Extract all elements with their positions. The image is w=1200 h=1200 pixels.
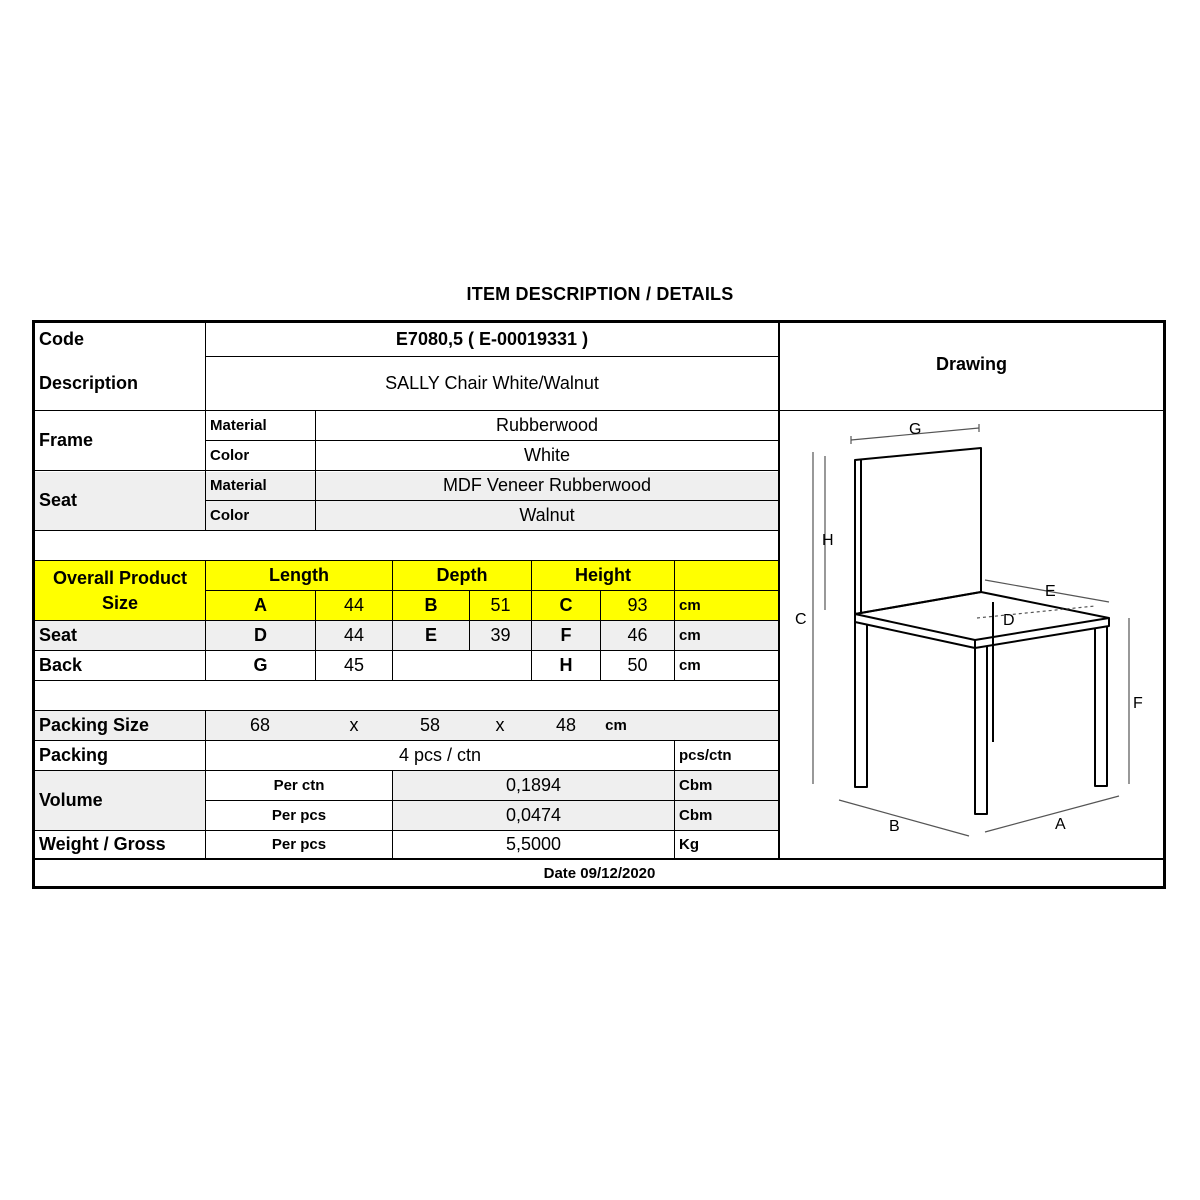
overall-size-label bbox=[35, 561, 205, 620]
seat-dims-label: Seat bbox=[39, 625, 78, 645]
frame-color-value: White bbox=[523, 445, 570, 465]
volume-per-ctn-unit: Cbm bbox=[679, 777, 713, 794]
dim-f-label: F bbox=[560, 625, 572, 645]
weight-unit: Kg bbox=[679, 836, 699, 853]
seat-material-label: Material bbox=[210, 477, 267, 494]
length-header: Length bbox=[269, 565, 329, 585]
volume-per-pcs-value: 0,0474 bbox=[505, 805, 562, 825]
volume-per-ctn-label: Per ctn bbox=[273, 777, 325, 794]
packing-value: 4 pcs / ctn bbox=[398, 745, 482, 765]
overall-size-label-line1: Overall Product bbox=[52, 567, 188, 588]
packing-size-x1: x bbox=[349, 715, 359, 735]
dim-c-value: 93 bbox=[627, 595, 648, 615]
drawing-label-c: C bbox=[795, 611, 807, 628]
drawing-label-e: E bbox=[1045, 583, 1056, 600]
frame-label: Frame bbox=[39, 430, 94, 450]
volume-label: Volume bbox=[39, 790, 103, 810]
back-dims-label: Back bbox=[39, 655, 83, 675]
overall-size-label-line2: Size bbox=[101, 592, 139, 613]
drawing-label-f: F bbox=[1133, 695, 1143, 712]
drawing-label-b: B bbox=[889, 818, 900, 835]
seat-material-value: MDF Veneer Rubberwood bbox=[442, 475, 652, 495]
weight-label: Weight / Gross bbox=[39, 834, 166, 854]
seat-dims-unit: cm bbox=[679, 627, 701, 644]
weight-per-pcs-label: Per pcs bbox=[271, 836, 327, 853]
seat-color-value: Walnut bbox=[519, 505, 575, 525]
overall-unit: cm bbox=[679, 597, 701, 614]
frame-material-value: Rubberwood bbox=[495, 415, 599, 435]
dim-c-label: C bbox=[559, 595, 573, 615]
dim-f-value: 46 bbox=[627, 625, 648, 645]
frame-color-label: Color bbox=[210, 447, 250, 464]
frame-material-label: Material bbox=[210, 417, 267, 434]
dim-a-label: A bbox=[254, 595, 267, 615]
packing-size-label: Packing Size bbox=[39, 715, 150, 735]
chair-drawing bbox=[779, 412, 1163, 858]
drawing-label-a: A bbox=[1055, 816, 1066, 833]
date-footer: Date 09/12/2020 bbox=[543, 864, 656, 882]
drawing-header: Drawing bbox=[935, 354, 1007, 374]
back-dims-unit: cm bbox=[679, 657, 701, 674]
height-header: Height bbox=[575, 565, 631, 585]
volume-per-pcs-unit: Cbm bbox=[679, 807, 713, 824]
dim-h-value: 50 bbox=[627, 655, 648, 675]
weight-value: 5,5000 bbox=[505, 834, 562, 854]
dim-b-value: 51 bbox=[490, 595, 511, 615]
packing-size-unit: cm bbox=[605, 717, 627, 734]
seat-label: Seat bbox=[39, 490, 78, 510]
packing-size-height: 48 bbox=[555, 715, 577, 735]
dim-d-value: 44 bbox=[343, 625, 365, 645]
seat-color-label: Color bbox=[210, 507, 250, 524]
dim-e-label: E bbox=[424, 625, 437, 645]
dim-a-value: 44 bbox=[343, 595, 365, 615]
dim-g-value: 45 bbox=[343, 655, 365, 675]
drawing-label-d: D bbox=[1003, 612, 1015, 629]
drawing-label-g: G bbox=[909, 421, 922, 438]
packing-label: Packing bbox=[39, 745, 109, 765]
drawing-label-h: H bbox=[822, 532, 834, 549]
dim-e-value: 39 bbox=[490, 625, 511, 645]
packing-size-width: 58 bbox=[419, 715, 441, 735]
dim-h-label: H bbox=[559, 655, 573, 675]
dim-g-label: G bbox=[253, 655, 268, 675]
volume-per-ctn-value: 0,1894 bbox=[505, 775, 562, 795]
document-title: ITEM DESCRIPTION / DETAILS bbox=[466, 284, 734, 304]
dim-b-label: B bbox=[424, 595, 438, 615]
volume-per-pcs-label: Per pcs bbox=[271, 807, 327, 824]
dim-d-label: D bbox=[254, 625, 267, 645]
depth-header: Depth bbox=[436, 565, 488, 585]
code-label: Code bbox=[39, 329, 84, 349]
packing-size-length: 68 bbox=[249, 715, 271, 735]
description-value: SALLY Chair White/Walnut bbox=[385, 373, 599, 393]
description-label: Description bbox=[39, 373, 139, 393]
code-value: E7080,5 ( E-00019331 ) bbox=[395, 329, 589, 349]
packing-size-x2: x bbox=[495, 715, 505, 735]
packing-unit: pcs/ctn bbox=[679, 747, 732, 764]
